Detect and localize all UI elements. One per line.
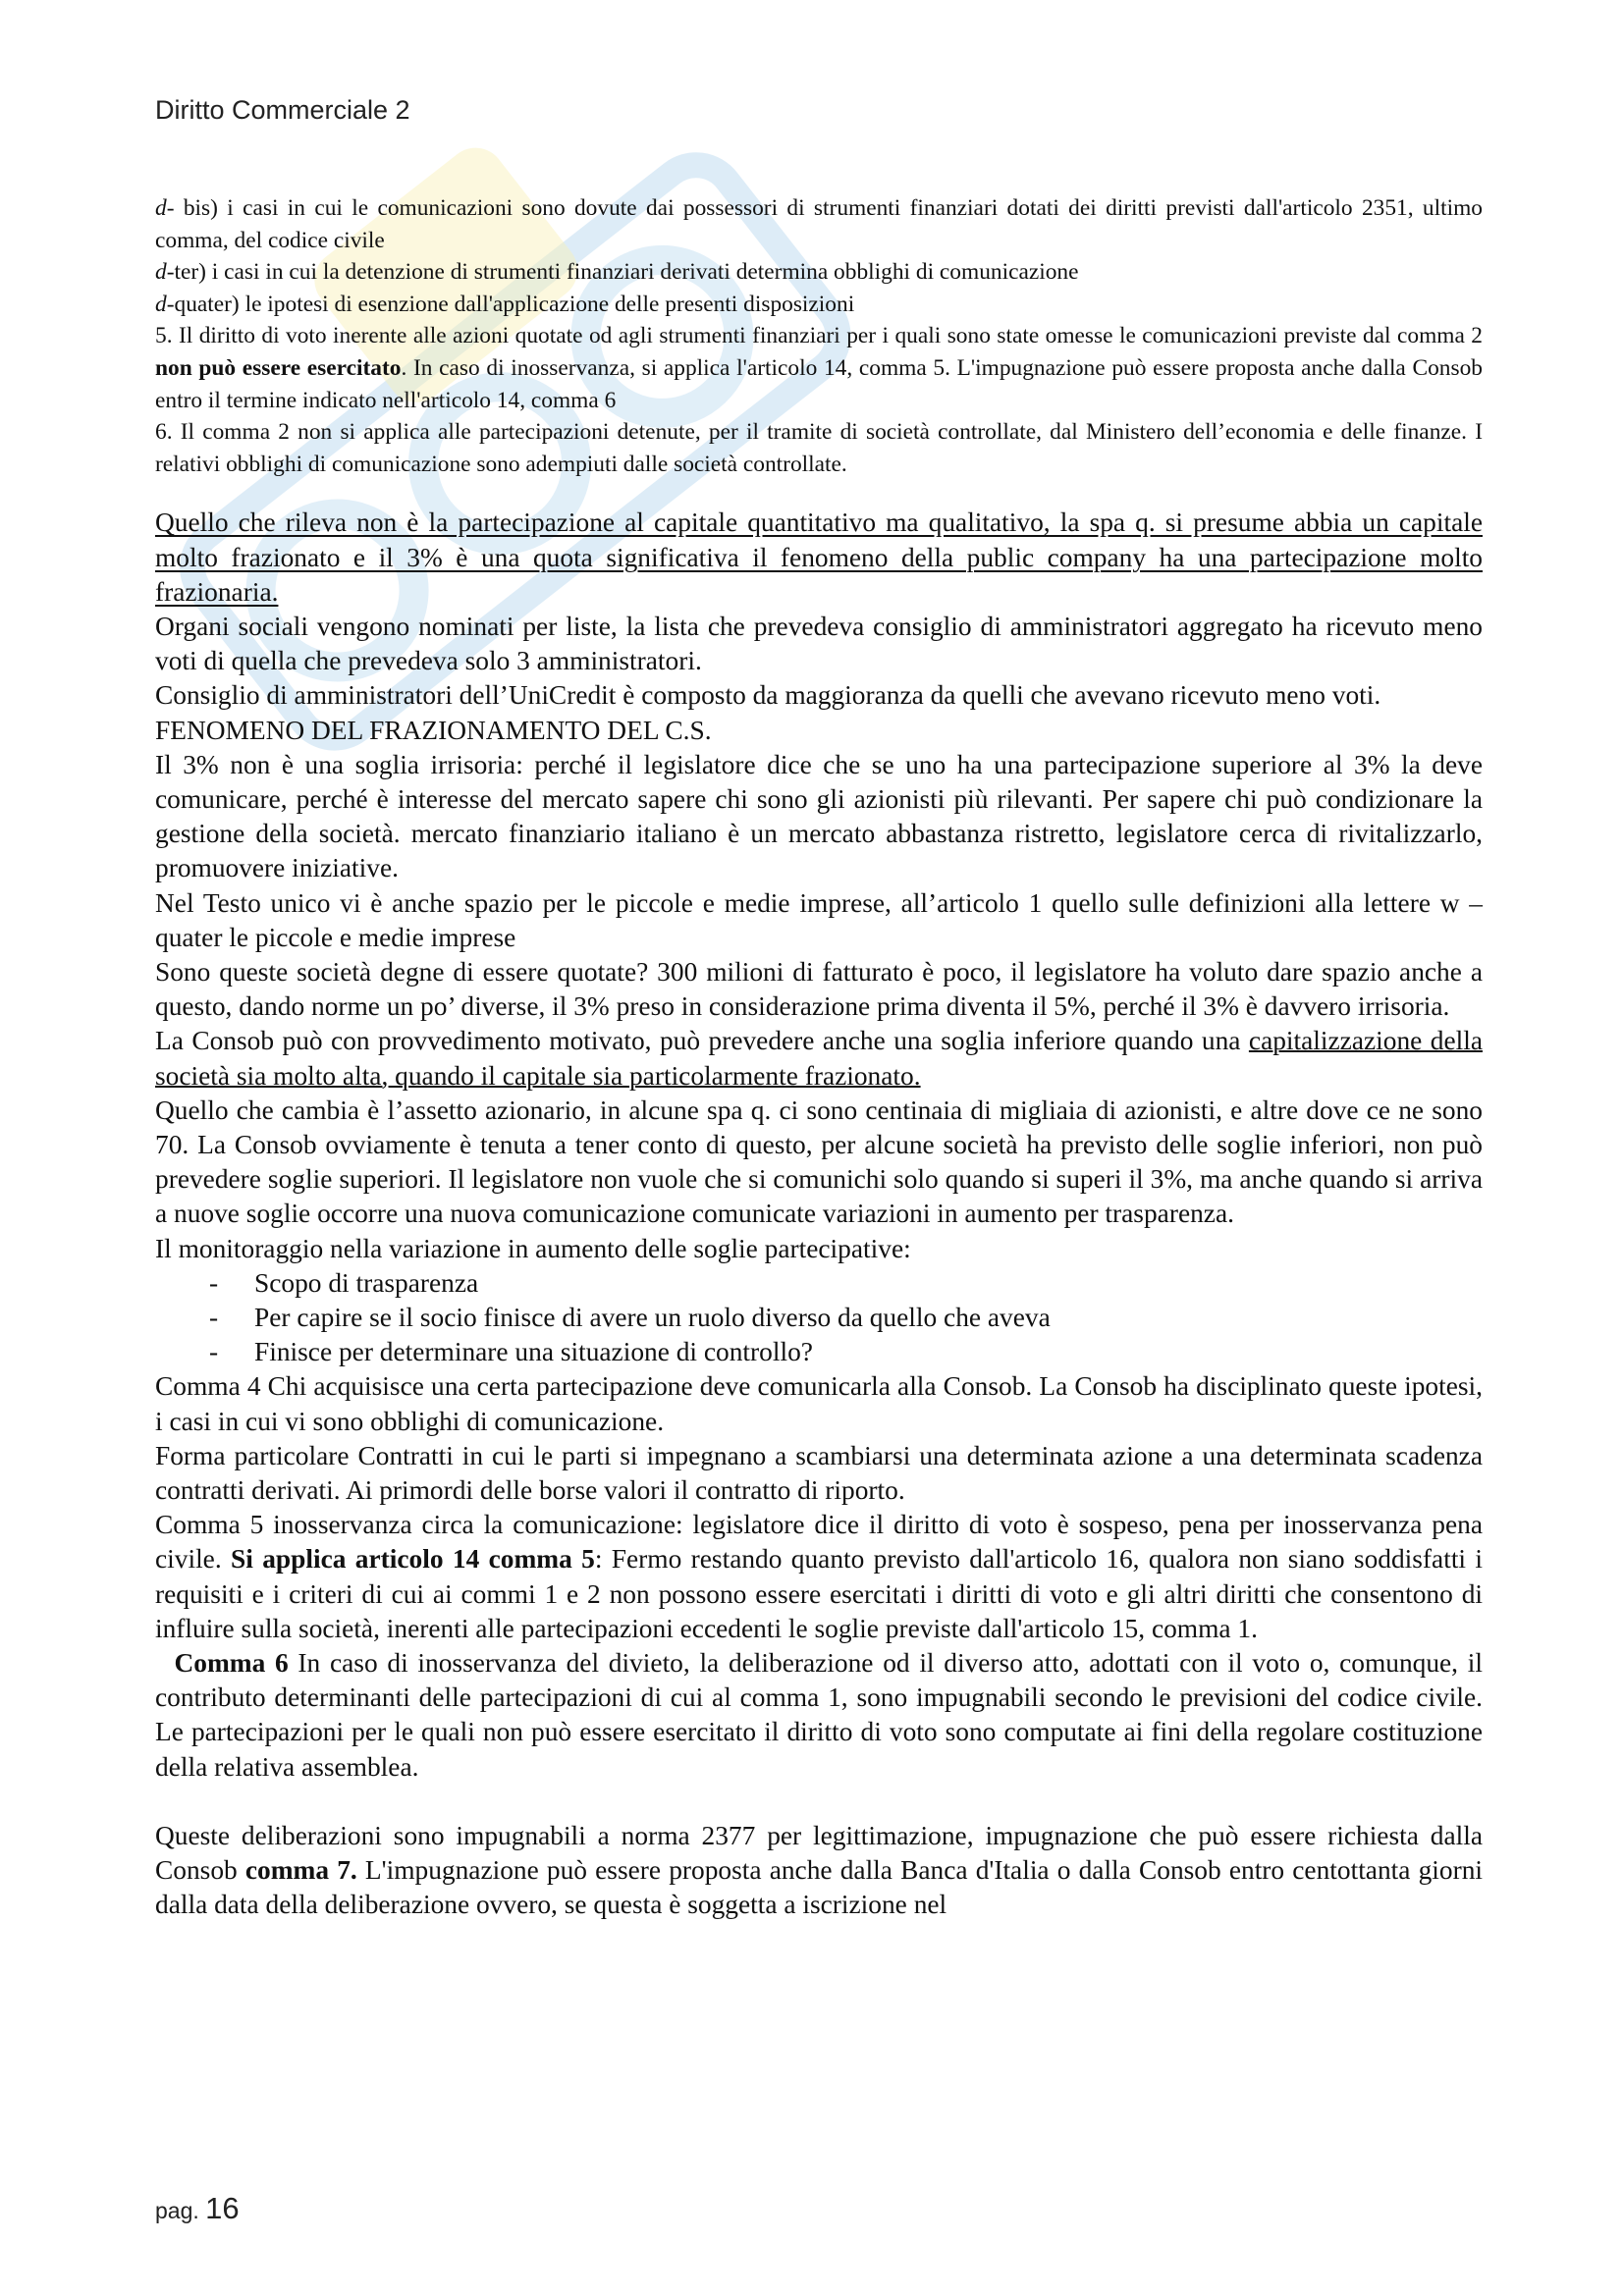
paragraph-consiglio: Consiglio di amministratori dell’UniCredit è composto da maggioranza da quelli che avevano ricevuto meno voti.	[155, 680, 1381, 711]
paragraph-comma-5: 5. Il diritto di voto inerente alle azioni quotate od agli strumenti finanziari per i quali sono state omesse le comunicazioni previste dal comma 2 non può essere esercitato. In caso di inosservanza, si applica l'articolo 14, comma 5. L'impugnazione può essere proposta anche dalla Consob entro il termine indicato nell'articolo 14, comma 6	[155, 323, 1483, 413]
section-heading: FENOMENO DEL FRAZIONAMENTO DEL C.S.	[155, 715, 712, 745]
paragraph-quotate: Sono queste società degne di essere quotate? 300 milioni di fatturato è poco, il legislatore ha voluto dare spazio anche a questo, dando norme un po’ diverse, il 3% preso in considerazione prima diventa il 5%, perché il 3% è davvero irrisoria.	[155, 956, 1483, 1022]
paragraph-comma-4: Comma 4 Chi acquisisce una certa partecipazione deve comunicarla alla Consob. La Consob ha disciplinato queste ipotesi, i casi in cui vi sono obblighi di comunicazione.	[155, 1371, 1483, 1436]
paragraph-comma-6: 6. Il comma 2 non si applica alle partecipazioni detenute, per il tramite di società controllate, dal Ministero dell’economia e delle finanze. I relativi obblighi di comunicazione sono adempiuti dalle società controllate.	[155, 419, 1483, 477]
paragraph-d-bis: d- bis) i casi in cui le comunicazioni sono dovute dai possessori di strumenti finanziari dotati dei diritti previsti dall'articolo 2351, ultimo comma, del codice civile	[155, 195, 1483, 253]
paragraph-consob: La Consob può con provvedimento motivato, può prevedere anche una soglia inferiore quando una capitalizzazione della società sia molto alta, quando il capitale sia particolarmente frazionato.	[155, 1026, 1483, 1091]
paragraph-forma: Forma particolare Contratti in cui le parti si impegnano a scambiarsi una determinata azione a una determinata scadenza contratti derivati. Ai primordi delle borse valori il contratto di riporto.	[155, 1440, 1483, 1506]
paragraph-quello-rileva: Quello che rileva non è la partecipazione al capitale quantitativo ma qualitativo, la spa q. si presume abbia un capitale molto frazionato e il 3% è una quota significativa il fenomeno della public company ha una partecipazione molto frazionaria.	[155, 507, 1483, 607]
paragraph-deliberazioni: Queste deliberazioni sono impugnabili a norma 2377 per legittimazione, impugnazione che può essere richiesta dalla Consob comma 7. L'impugnazione può essere proposta anche dalla Banca d'Italia o dalla Consob entro centottanta giorni dalla data della deliberazione ovvero, se questa è soggetta a iscrizione nel	[155, 1821, 1484, 1920]
paragraph-d-ter: d-ter) i casi in cui la detenzione di strumenti finanziari derivati determina obblighi di comunicazione	[155, 259, 1079, 286]
paragraph-d-quater: d-quater) le ipotesi di esenzione dall'applicazione delle presenti disposizioni	[155, 291, 855, 317]
blank-line	[155, 1785, 1483, 1819]
paragraph-assetto: Quello che cambia è l’assetto azionario, in alcune spa q. ci sono centinaia di migliaia di azionisti, e altre dove ce ne sono 70. La Consob ovviamente è tenuta a tener conto di questo, per alcune società ha previsto delle soglie inferiori, non può prevedere soglie superiori. Il legislatore non vuole che si comunichi solo quando si superi il 3%, ma anche quando si arriva a nuove soglie occorre una nuova comunicazione comunicate variazioni in aumento per trasparenza.	[155, 1095, 1483, 1229]
law-excerpt	[155, 192, 1483, 480]
paragraph-organi-sociali: Organi sociali vengono nominati per liste, la lista che prevedeva consiglio di amministratori aggregato ha ricevuto meno voti di quella che prevedeva solo 3 amministratori.	[155, 611, 1483, 676]
document-body	[155, 192, 1483, 1923]
list-item: - Per capire se il socio finisce di avere un ruolo diverso da quello che aveva	[155, 1301, 1483, 1335]
paragraph-monitoraggio: Il monitoraggio nella variazione in aumento delle soglie partecipative:	[155, 1233, 911, 1263]
notes	[155, 506, 1483, 1922]
page-label: pag.	[155, 2198, 206, 2223]
paragraph-testo-unico: Nel Testo unico vi è anche spazio per le piccole e medie imprese, all’articolo 1 quello sulle definizioni alla lettere w – quater le piccole e medie imprese	[155, 887, 1483, 952]
page-header: Diritto Commerciale 2	[155, 95, 410, 125]
page-footer	[155, 2191, 240, 2226]
page-number: 16	[205, 2191, 240, 2225]
paragraph-comma-6-notes: Comma 6 In caso di inosservanza del divieto, la deliberazione od il diverso atto, adottati con il voto o, comunque, il contributo determinanti delle partecipazioni di cui al comma 1, sono impugnabili secondo le previsioni del codice civile. Le partecipazioni per le quali non può essere esercitato il diritto di voto sono computate ai fini della regolare costituzione della relativa assemblea.	[155, 1648, 1483, 1782]
list-item: - Finisce per determinare una situazione di controllo?	[155, 1335, 1483, 1369]
bullet-list	[155, 1266, 1483, 1370]
paragraph-comma-5-notes: Comma 5 inosservanza circa la comunicazione: legislatore dice il diritto di voto è sospeso, pena per inosservanza pena civile. Si applica articolo 14 comma 5: Fermo restando quanto previsto dall'articolo 16, qualora non siano soddisfatti i requisiti e i criteri di cui ai commi 1 e 2 non possono essere esercitati i diritti di voto e gli altri diritti che consentono di influire sulla società, inerenti alle partecipazioni eccedenti le soglie previste dall'articolo 15, comma 1.	[155, 1510, 1483, 1643]
paragraph-soglia: Il 3% non è una soglia irrisoria: perché il legislatore dice che se uno ha una partecipazione superiore al 3% la deve comunicare, perché è interesse del mercato sapere chi sono gli azionisti più rilevanti. Per sapere chi può condizionare la gestione della società. mercato finanziario italiano è un mercato abbastanza ristretto, legislatore cerca di rivitalizzarlo, promuovere iniziative.	[155, 749, 1483, 883]
list-item: - Scopo di trasparenza	[155, 1266, 1483, 1301]
